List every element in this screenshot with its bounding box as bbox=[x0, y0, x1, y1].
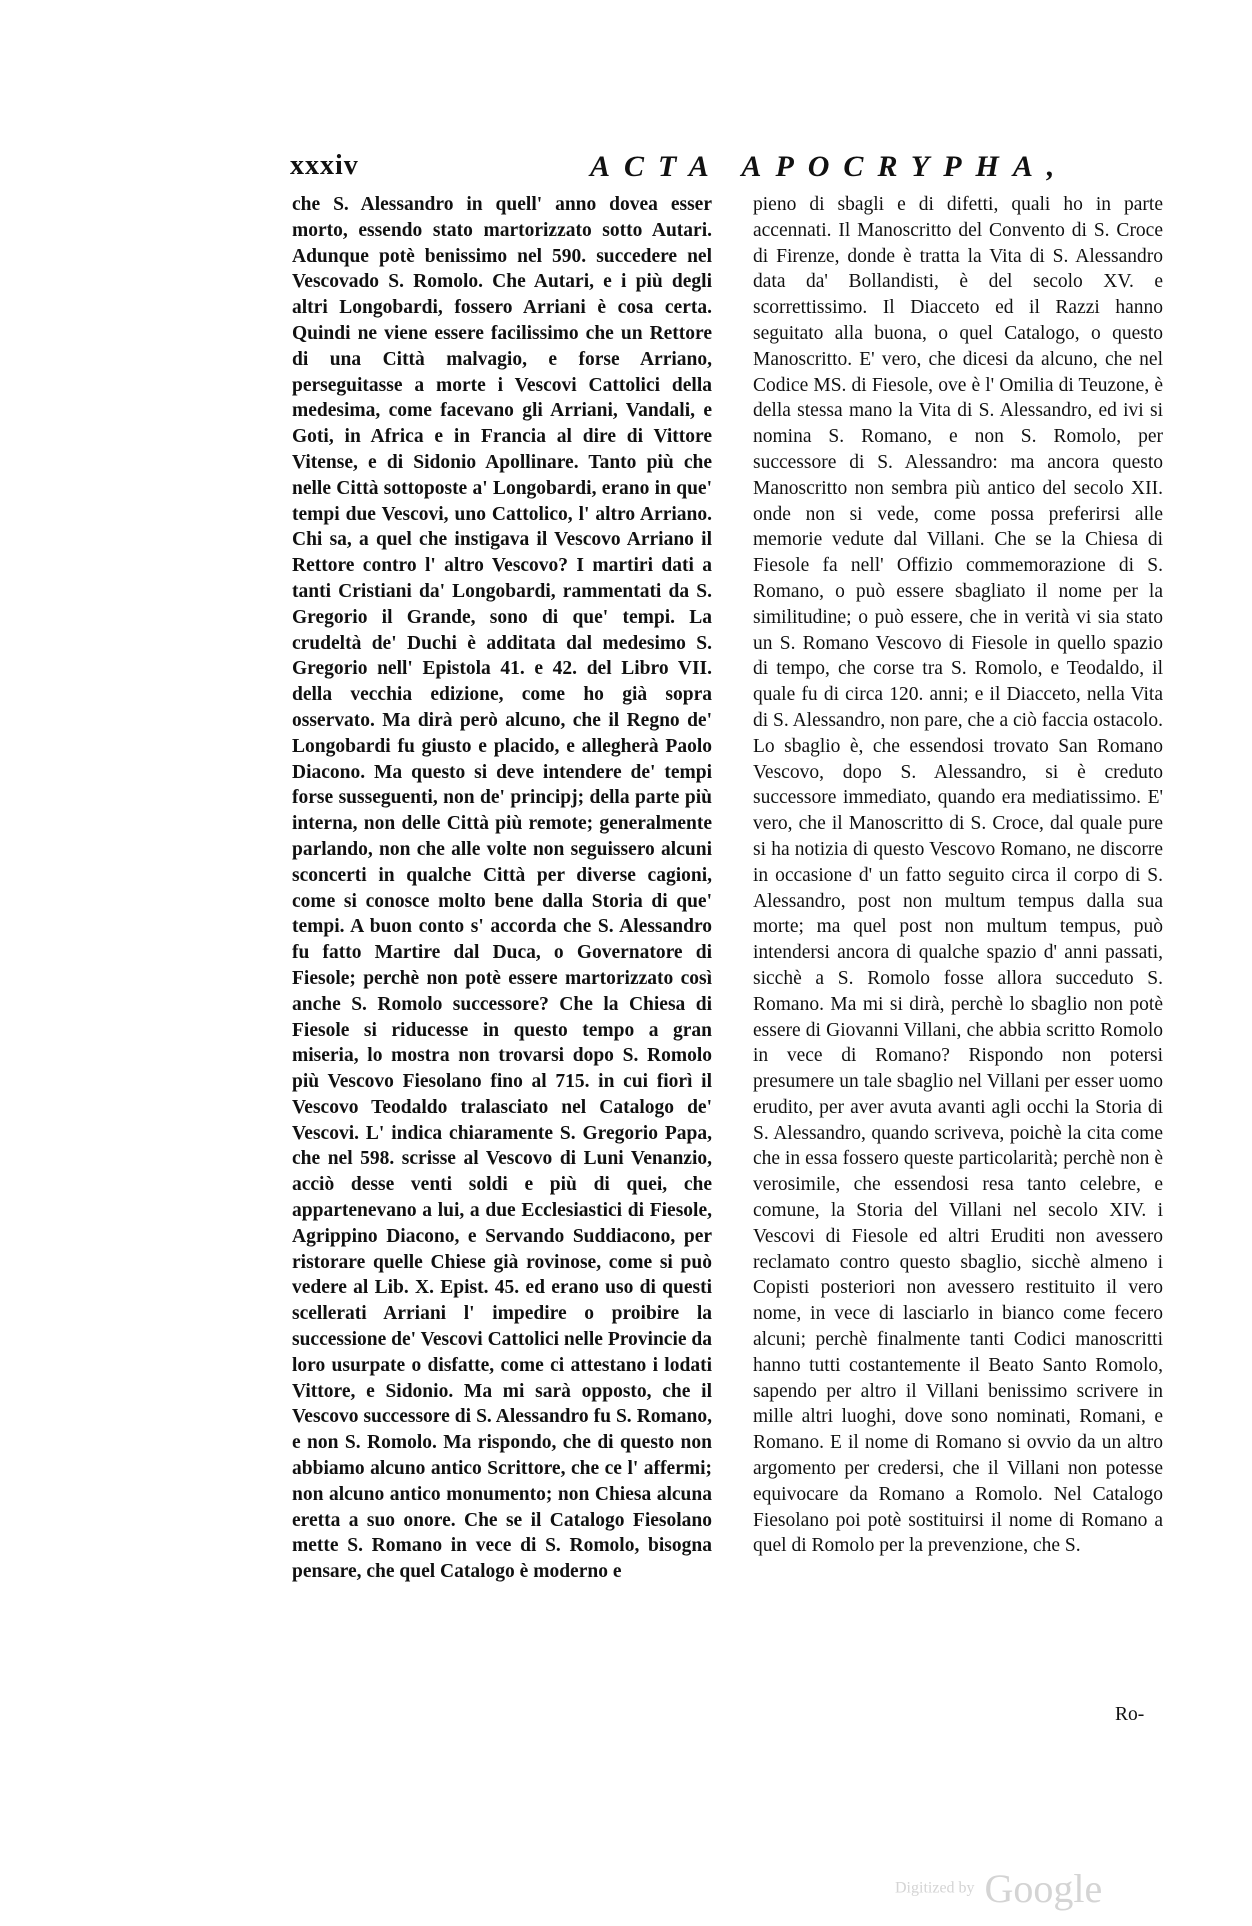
page-header bbox=[290, 150, 1160, 190]
text-column-right bbox=[753, 192, 1163, 1559]
text-column-left bbox=[292, 192, 712, 1585]
watermark-prefix: Digitized by bbox=[895, 1879, 975, 1897]
right-column-text: pieno di sbagli e di difetti, quali ho in parte accennati. Il Manoscritto del Convento di S. Croce di Firenze, donde è tratta la Vita di S. Alessandro data da' Bollandisti, è del secolo XV. e scorrettissimo. Il Diacceto ed il Razzi hanno seguitato alla buona, o quel Catalogo, o questo Manoscritto. E' vero, che dicesi da alcuno, che nel Codice MS. di Fiesole, ove è l' Omilia di Teuzone, è della stessa mano la Vita di S. Alessandro, ed ivi si nomina S. Romano, e non S. Romolo, per successore di S. Alessandro: ma ancora questo Manoscritto non sembra più antico del secolo XII. onde non si vede, come possa preferirsi alle memorie vedute dal Villani. Che se la Chiesa di Fiesole fa nell' Offizio commemorazione di S. Romano, o può essere sbagliato il nome per la similitudine; o può essere, che in verità vi sia stato un S. Romano Vescovo di Fiesole in quello spazio di tempo, che corse tra S. Romolo, e Teodaldo, il quale fu di circa 120. anni; e il Diacceto, nella Vita di S. Alessandro, non pare, che a ciò faccia ostacolo. Lo sbaglio è, che essendosi trovato San Romano Vescovo, dopo S. Alessandro, si è creduto successore immediato, quando era mediatissimo. E' vero, che il Manoscritto di S. Croce, dal quale pure si ha notizia di questo Vescovo Romano, ne discorre in occasione d' un fatto seguito circa il corpo di S. Alessandro, post non multum tempus dalla sua morte; ma quel post non multum tempus, può intendersi ancora di qualche spazio d' anni passati, sicchè a S. Romolo fosse allora succeduto S. Romano. Ma mi si dirà, perchè lo sbaglio non potè essere di Giovanni Villani, che abbia scritto Romolo in vece di Romano? Rispondo non potersi presumere un tale sbaglio nel Villani per esser uomo erudito, per aver avuta avanti agli occhi la Storia di S. Alessandro, quando scriveva, poichè la cita come che in essa fossero queste particolarità; perchè non è verosimile, che essendosi resa tanto celebre, e comune, la Storia del Villani nel secolo XIV. i Vescovi di Fiesole ed altri Eruditi non avessero reclamato contro questo sbaglio, sicchè almeno i Copisti posteriori non avessero restituito il vero nome, in vece di lasciarlo in bianco come fecero alcuni; perchè finalmente tanti Codici manoscritti hanno tutti costantemente il Beato Santo Romolo, sapendo per altro il Villani benissimo scrivere in mille altri luoghi, dove sono nominati, Romani, e Romano. E il nome di Romano si ovvio da un altro argomento per credersi, che il Villani non potesse equivocare da Romano a Romolo. Nel Catalogo Fiesolano poi potè sostituirsi il nome di Romano a quel di Romolo per la prevenzione, che S. bbox=[753, 194, 1163, 1557]
catchword: Ro- bbox=[1115, 1704, 1145, 1725]
digitization-watermark bbox=[895, 1865, 1102, 1912]
watermark-logo: Google bbox=[984, 1866, 1103, 1911]
running-title: ACTA APOCRYPHA, bbox=[590, 150, 1069, 183]
left-column-text: che S. Alessandro in quell' anno dovea esser morto, essendo stato martorizzato sotto Autari. Adunque potè benissimo nel 590. succedere nel Vescovado S. Romolo. Che Autari, e i più degli altri Longobardi, fossero Arriani è cosa certa. Quindi ne viene essere facilissimo che un Rettore di una Città malvagio, e forse Arriano, perseguitasse a morte i Vescovi Cattolici della medesima, come facevano gli Arriani, Vandali, e Goti, in Africa e in Francia al dire di Vittore Vitense, e di Sidonio Apollinare. Tanto più che nelle Città sottoposte a' Longobardi, erano in que' tempi due Vescovi, uno Cattolico, l' altro Arriano. Chi sa, a quel che instigava il Vescovo Arriano il Rettore contro l' altro Vescovo? I martiri dati a tanti Cristiani da' Longobardi, rammentati da S. Gregorio il Grande, sono di que' tempi. La crudeltà de' Duchi è additata dal medesimo S. Gregorio nell' Epistola 41. e 42. del Libro VII. della vecchia edizione, come ho già sopra osservato. Ma dirà però alcuno, che il Regno de' Longobardi fu giusto e placido, e allegherà Paolo Diacono. Ma questo si deve intendere de' tempi forse susseguenti, non de' principj; della parte più interna, non delle Città più remote; generalmente parlando, non che alle volte non seguissero alcuni sconcerti in qualche Città per diverse cagioni, come si conosce molto bene dalla Storia di que' tempi. A buon conto s' accorda che S. Alessandro fu fatto Martire dal Duca, o Governatore di Fiesole; perchè non potè essere martorizzato così anche S. Romolo successore? Che la Chiesa di Fiesole si riducesse in questo tempo a gran miseria, lo mostra non trovarsi dopo S. Romolo più Vescovo Fiesolano fino al 715. in cui fiorì il Vescovo Teodaldo tralasciato nel Catalogo de' Vescovi. L' indica chiaramente S. Gregorio Papa, che nel 598. scrisse al Vescovo di Luni Venanzio, acciò desse venti soldi e più di quei, che appartenevano a lui, a due Ecclesiastici di Fiesole, Agrippino Diacono, e Servando Suddiacono, per ristorare quelle Chiese già rovinose, come si può vedere al Lib. X. Epist. 45. ed erano uso di questi scellerati Arriani l' impedire o proibire la successione de' Vescovi Cattolici nelle Provincie da loro usurpate o disfatte, come ci attestano i lodati Vittore, e Sidonio. Ma mi sarà opposto, che il Vescovo successore di S. Alessandro fu S. Romano, e non S. Romolo. Ma rispondo, che di questo non abbiamo alcuno antico Scrittore, che ce l' affermi; non alcuno antico monumento; non Chiesa alcuna eretta a suo onore. Che se il Catalogo Fiesolano mette S. Romano in vece di S. Romolo, bisogna pensare, che quel Catalogo è moderno e bbox=[292, 194, 712, 1583]
page-number: xxxiv bbox=[290, 150, 359, 181]
